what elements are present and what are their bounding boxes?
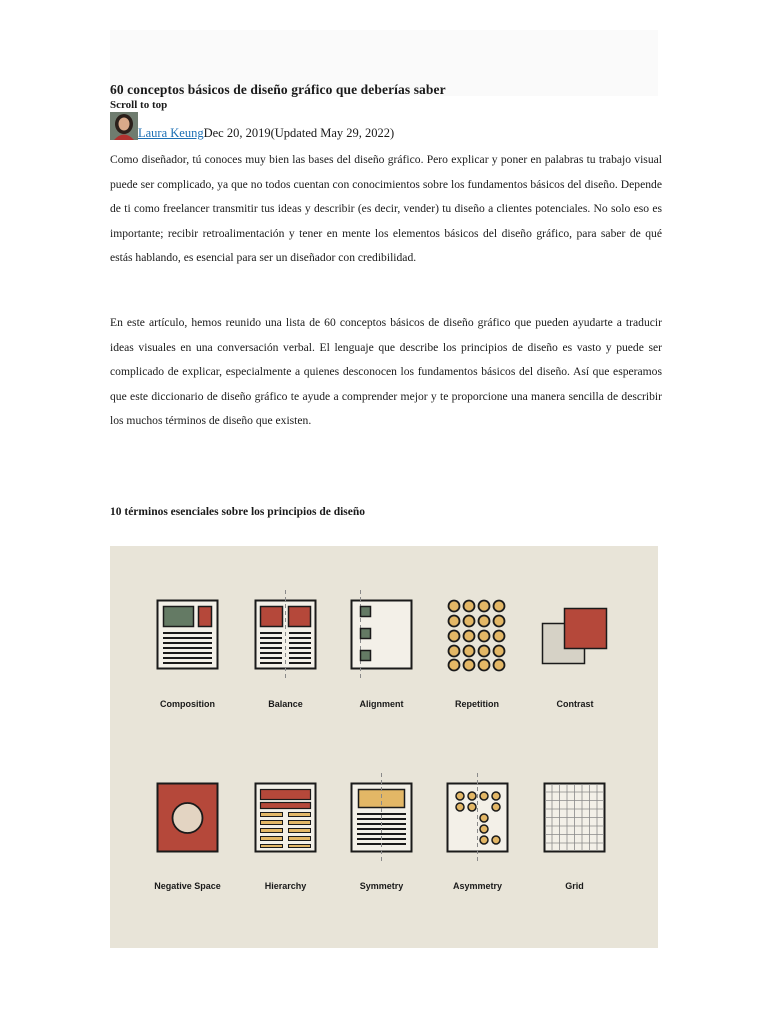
publish-date: Dec 20, 2019(Updated May 29, 2022): [203, 126, 395, 140]
label-hierarchy: Hierarchy: [264, 881, 307, 891]
label-alignment: Alignment: [359, 699, 404, 709]
author-avatar: [110, 112, 138, 140]
contrast-icon: [543, 609, 607, 664]
article-paragraph: En este artículo, hemos reunido una lista de 60 conceptos básicos de diseño gráfico que pueden ayudarte a traducir ideas visuales en una conversación verbal. El lenguaje que describe los principios de diseño es vasto y puede ser complicado de explicar, especialmente a quienes desconocen los fundamentos básicos del diseño. Así que esperamos que este diccionario de diseño gráfico te ayude a comprender mejor y te proporcione una manera sencilla de describir los muchos términos de diseño que existen.: [110, 316, 662, 428]
balance-icon: [256, 590, 316, 679]
symmetry-icon: [352, 773, 412, 862]
article-title: 60 conceptos básicos de diseño gráfico que deberías saber: [110, 82, 446, 97]
alignment-icon: [352, 590, 412, 679]
composition-icon: [158, 601, 218, 669]
intro-paragraph: Como diseñador, tú conoces muy bien las bases del diseño gráfico. Pero explicar y poner en palabras tu trabajo visual puede ser complicado, ya que no todos cuentan con conocimientos sobre los fundamentos básicos del diseño. Depende de ti como freelancer transmitir tus ideas y describir (es decir, vender) tu diseño a clientes potenciales. No solo eso es importante; recibir retroalimentación y tener en mente los elementos básicos del diseño gráfico, para saber de qué estás hablando, es esencial para ser un diseñador con credibilidad.: [110, 153, 662, 265]
negative-space-icon: [158, 784, 218, 852]
author-link[interactable]: Laura Keung: [138, 126, 204, 140]
repetition-icon: [449, 601, 505, 671]
label-negative-space: Negative Space: [154, 881, 221, 891]
label-symmetry: Symmetry: [359, 881, 404, 891]
grid-icon: [545, 784, 605, 852]
label-composition: Composition: [160, 699, 215, 709]
label-asymmetry: Asymmetry: [452, 881, 503, 891]
asymmetry-icon: [448, 773, 508, 862]
label-balance: Balance: [268, 699, 303, 709]
byline: [138, 126, 394, 141]
label-repetition: Repetition: [455, 699, 499, 709]
design-principles-figure: [110, 546, 658, 948]
scroll-to-top-link[interactable]: Scroll to top: [110, 99, 168, 111]
label-contrast: Contrast: [556, 699, 594, 709]
hierarchy-icon: [256, 784, 316, 852]
section-heading: 10 términos esenciales sobre los principios de diseño: [110, 506, 366, 518]
label-grid: Grid: [565, 881, 584, 891]
